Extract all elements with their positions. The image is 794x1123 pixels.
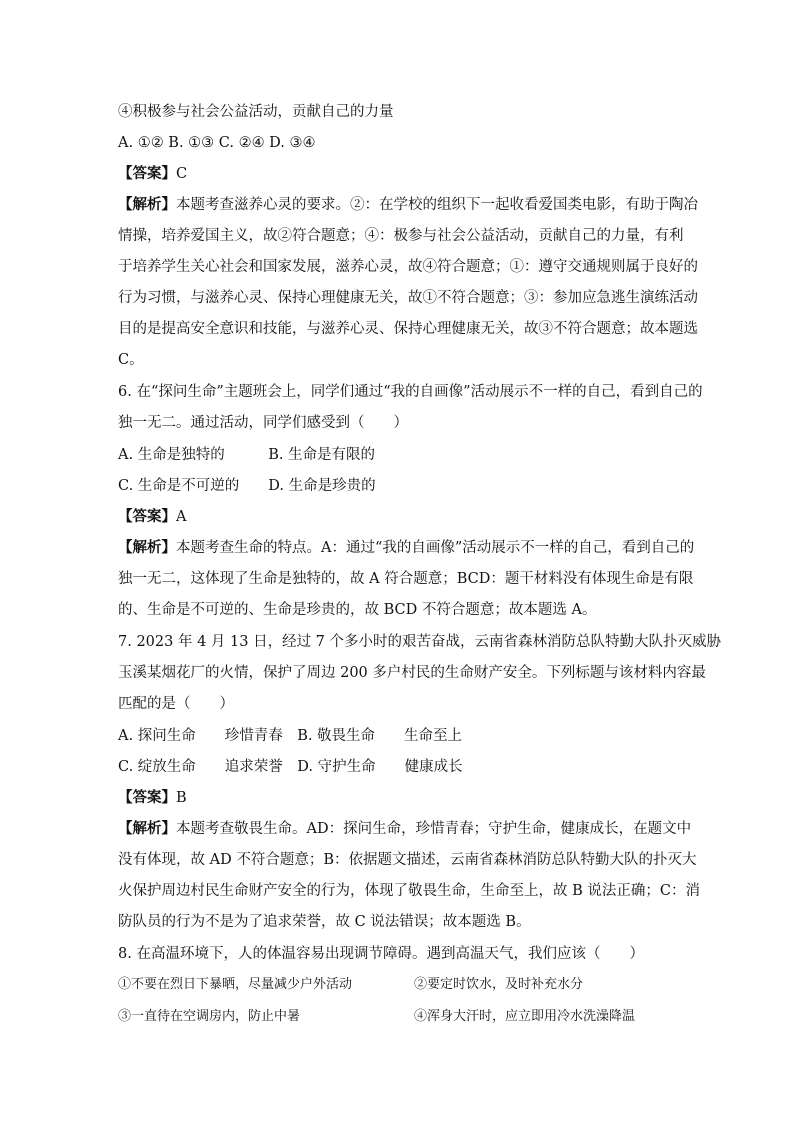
analysis-label: 【解析】 (118, 820, 176, 837)
q6-stem-line: 6. 在“探问生命”主题班会上，同学们通过“我的自画像”活动展示不一样的自己，看到自己的 (118, 384, 703, 400)
q7-analysis-line: 火保护周边村民生命财产安全的行为，体现了敬畏生命，生命至上，故 B 说法正确；C：消 (118, 883, 700, 899)
q5-option-4: ④积极参与社会公益活动，贡献自己的力量 (118, 104, 394, 120)
analysis-text: 本题考查滋养心灵的要求。②：在学校的组织下一起收看爱国类电影，有助于陶冶 (176, 197, 698, 213)
analysis-label: 【解析】 (118, 539, 176, 556)
answer-value: C (176, 166, 188, 182)
answer-label: 【答案】 (118, 508, 176, 525)
q6-stem-line: 独一无二。通过活动，同学们感受到（ ） (118, 415, 408, 431)
q7-analysis-line (118, 819, 692, 839)
q7-analysis-line: 没有体现，故 AD 不符合题意；B：依据题文描述，云南省森林消防总队特勤大队的扑灭大 (118, 852, 697, 868)
answer-label: 【答案】 (118, 165, 176, 182)
q7-stem-line: 匹配的是（ ） (118, 696, 234, 712)
q7-analysis-line: 防队员的行为不是为了追求荣誉，故 C 说法错误；故本题选 B。 (118, 914, 531, 930)
answer-value: A (176, 509, 187, 525)
q7-stem-line: 玉溪某烟花厂的火情，保护了周边 200 多户村民的生命财产安全。下列标题与该材料内容最 (118, 665, 706, 681)
q6-options-row: C. 生命是不可逆的 D. 生命是珍贵的 (118, 478, 376, 494)
q8-option-3: ③一直待在空调房内，防止中暑 (118, 1009, 301, 1024)
q5-answer (118, 164, 678, 184)
q6-analysis-line (118, 538, 695, 558)
q6-options-row: A. 生命是独特的 B. 生命是有限的 (118, 447, 376, 463)
q6-answer (118, 507, 678, 527)
q5-analysis-line: 情操，培养爱国主义，故②符合题意；④：极参与社会公益活动，贡献自己的力量，有利 (118, 228, 684, 244)
q7-stem-line: 7. 2023 年 4 月 13 日，经过 7 个多小时的艰苦奋战，云南省森林消防总队特勤大队扑灭威胁 (118, 634, 722, 650)
answer-value: B (176, 790, 187, 806)
q8-options-row (118, 1007, 678, 1027)
answer-label: 【答案】 (118, 789, 176, 806)
q6-analysis-line: 独一无二，这体现了生命是独特的，故 A 符合题意；BCD：题干材料没有体现生命是有限 (118, 571, 694, 587)
q8-option-4: ④浑身大汗时，应立即用冷水洗澡降温 (414, 1009, 636, 1024)
q7-options-row: C. 绽放生命 追求荣誉 D. 守护生命 健康成长 (118, 759, 463, 775)
q5-analysis-line: 目的是提高安全意识和技能，与滋养心灵、保持心理健康无关，故③不符合题意；故本题选 (118, 321, 698, 337)
q8-option-1: ①不要在烈日下暴晒，尽量减少户外活动 (118, 977, 353, 992)
q6-analysis-line: 的、生命是不可逆的、生命是珍贵的，故 BCD 不符合题意；故本题选 A。 (118, 602, 597, 618)
q5-analysis-line: 于培养学生关心社会和国家发展，滋养心灵，故④符合题意；①：遵守交通规则属于良好的 (118, 259, 698, 275)
q7-answer (118, 788, 678, 808)
q5-analysis-line: C。 (118, 352, 144, 368)
analysis-text: 本题考查生命的特点。A：通过“我的自画像”活动展示不一样的自己，看到自己的 (176, 540, 695, 556)
q5-analysis-line: 行为习惯，与滋养心灵、保持心理健康无关，故①不符合题意；③：参加应急逃生演练活动 (118, 290, 698, 306)
q8-stem: 8. 在高温环境下，人的体温容易出现调节障碍。遇到高温天气，我们应该（ ） (118, 946, 644, 962)
q5-analysis-line (118, 195, 698, 215)
q5-choices: A. ①② B. ①③ C. ②④ D. ③④ (118, 135, 316, 151)
q8-option-2: ②要定时饮水，及时补充水分 (414, 977, 584, 992)
analysis-label: 【解析】 (118, 196, 176, 213)
q7-options-row: A. 探问生命 珍惜青春 B. 敬畏生命 生命至上 (118, 728, 463, 744)
analysis-text: 本题考查敬畏生命。AD：探问生命，珍惜青春；守护生命，健康成长，在题文中 (176, 821, 692, 837)
q8-options-row (118, 975, 678, 995)
